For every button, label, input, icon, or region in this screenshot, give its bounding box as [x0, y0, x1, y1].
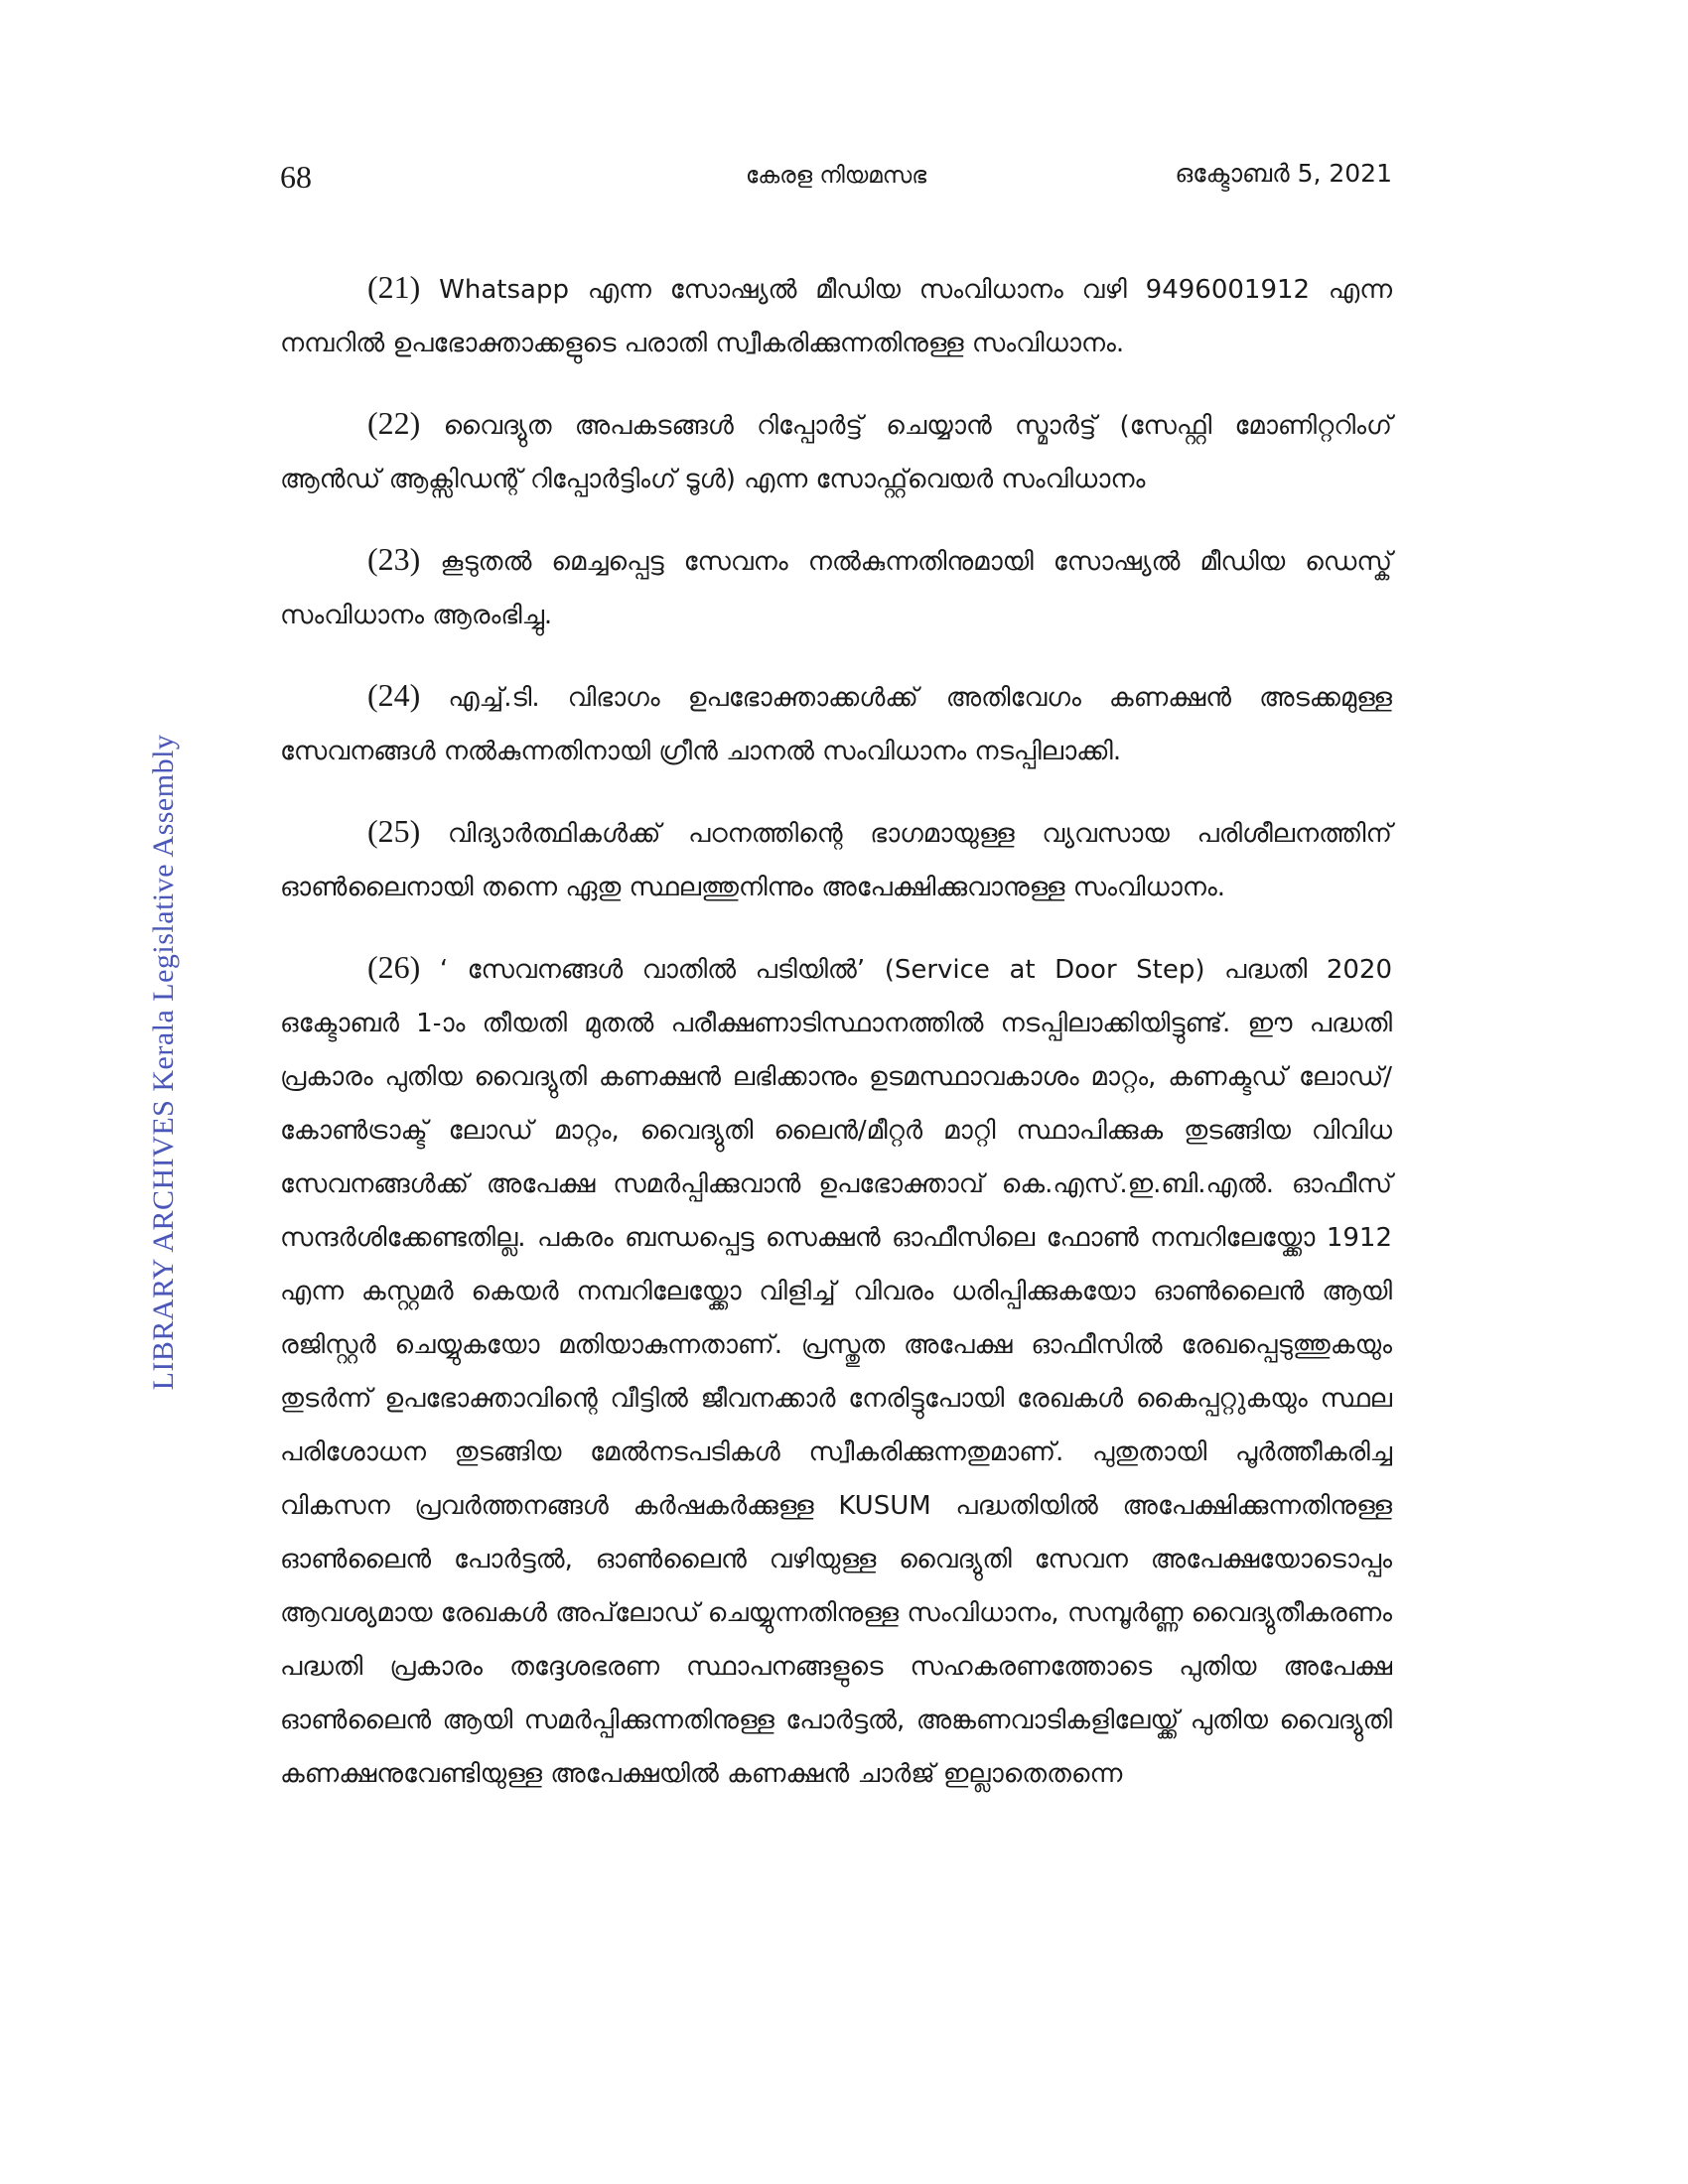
paragraph-26 — [280, 940, 1392, 1801]
document-body — [280, 260, 1392, 1827]
session-date: ഒക്ടോബർ 5, 2021 — [1175, 159, 1392, 188]
paragraph-number: (23) — [367, 541, 421, 577]
page-number: 68 — [280, 159, 312, 195]
assembly-title: കേരള നിയമസഭ — [745, 163, 927, 189]
paragraph-number: (24) — [367, 677, 421, 713]
paragraph-23 — [280, 532, 1392, 642]
paragraph-text: ‘ സേവനങ്ങൾ വാതിൽ പടിയിൽ’ (Service at Door Step) പദ്ധതി 2020 ഒക്ടോബർ 1-ാം തീയതി മുതൽ പരീക്ഷണാടിസ്ഥാനത്തിൽ നടപ്പിലാക്കിയിട്ടുണ്ട്. ഈ പദ്ധതി പ്രകാരം പുതിയ വൈദ്യുതി കണക്ഷൻ ലഭിക്കാനും ഉടമസ്ഥാവകാശം മാറ്റം, കണക്ടഡ് ലോഡ്/കോൺട്രാക്ട് ലോഡ് മാറ്റം, വൈദ്യുതി ലൈൻ/മീറ്റർ മാറ്റി സ്ഥാപിക്കുക തുടങ്ങിയ വിവിധ സേവനങ്ങൾക്ക് അപേക്ഷ സമർപ്പിക്കുവാൻ ഉപഭോക്താവ് കെ.എസ്.ഇ.ബി.എൽ. ഓഫീസ് സന്ദർശിക്കേണ്ടതില്ല. പകരം ബന്ധപ്പെട്ട സെക്ഷൻ ഓഫീസിലെ ഫോൺ നമ്പറിലേയ്ക്കോ 1912 എന്ന കസ്റ്റമർ കെയർ നമ്പറിലേയ്ക്കോ വിളിച്ച് വിവരം ധരിപ്പിക്കുകയോ ഓൺലൈൻ ആയി രജിസ്റ്റർ ചെയ്യുകയോ മതിയാകുന്നതാണ്. പ്രസ്തുത അപേക്ഷ ഓഫീസിൽ രേഖപ്പെടുത്തുകയും തുടർന്ന് ഉപഭോക്താവിന്റെ വീട്ടിൽ ജീവനക്കാർ നേരിട്ടുപോയി രേഖകൾ കൈപ്പറ്റുകയും സ്ഥല പരിശോധന തുടങ്ങിയ മേൽനടപടികൾ സ്വീകരിക്കുന്നതുമാണ്. പുതുതായി പൂർത്തീകരിച്ച വികസന പ്രവർത്തനങ്ങൾ കർഷകർക്കുള്ള KUSUM പദ്ധതിയിൽ അപേക്ഷിക്കുന്നതിനുള്ള ഓൺലൈൻ പോർട്ടൽ, ഓൺലൈൻ വഴിയുള്ള വൈദ്യുതി സേവന അപേക്ഷയോടൊപ്പം ആവശ്യമായ രേഖകൾ അപ്‌ലോഡ് ചെയ്യുന്നതിനുള്ള സംവിധാനം, സമ്പൂർണ്ണ വൈദ്യുതീകരണം പദ്ധതി പ്രകാരം തദ്ദേശഭരണ സ്ഥാപനങ്ങളുടെ സഹകരണത്തോടെ പുതിയ അപേക്ഷ ഓൺലൈൻ ആയി സമർപ്പിക്കുന്നതിനുള്ള പോർട്ടൽ, അങ്കണവാടികളിലേയ്ക്ക് പുതിയ വൈദ്യുതി കണക്ഷനുവേണ്ടിയുള്ള അപേക്ഷയിൽ കണക്ഷൻ ചാർജ് ഇല്ലാതെതന്നെ — [280, 955, 1393, 1789]
page-header — [280, 159, 1392, 208]
paragraph-number: (22) — [367, 405, 421, 441]
paragraph-text: Whatsapp എന്ന സോഷ്യൽ മീഡിയ സംവിധാനം വഴി 9496001912 എന്ന നമ്പറിൽ ഉപഭോക്താക്കളുടെ പരാതി സ്വീകരിക്കുന്നതിനുള്ള സംവിധാനം. — [280, 275, 1392, 358]
paragraph-text: വൈദ്യുത അപകടങ്ങൾ റിപ്പോർട്ട് ചെയ്യാൻ സ്മാർട്ട് (സേഫ്റ്റി മോണിറ്ററിംഗ് ആൻഡ് ആക്സിഡന്റ് റിപ്പോർട്ടിംഗ് ടൂൾ) എന്ന സോഫ്റ്റ്‌വെയർ സംവിധാനം — [280, 411, 1392, 494]
paragraph-number: (26) — [367, 949, 421, 985]
paragraph-25 — [280, 804, 1392, 914]
paragraph-24 — [280, 668, 1392, 778]
paragraph-number: (21) — [367, 269, 421, 305]
paragraph-22 — [280, 396, 1392, 506]
archive-watermark: LIBRARY ARCHIVES Kerala Legislative Assembly — [147, 734, 180, 1391]
paragraph-text: കൂടുതൽ മെച്ചപ്പെട്ട സേവനം നൽകുന്നതിനുമായി സോഷ്യൽ മീഡിയ ഡെസ്ക് സംവിധാനം ആരംഭിച്ചു. — [280, 547, 1392, 630]
paragraph-text: എച്ച്.ടി. വിഭാഗം ഉപഭോക്താക്കൾക്ക് അതിവേഗം കണക്ഷൻ അടക്കമുള്ള സേവനങ്ങൾ നൽകുന്നതിനായി ഗ്രീൻ ചാനൽ സംവിധാനം നടപ്പിലാക്കി. — [280, 683, 1392, 766]
paragraph-number: (25) — [367, 813, 421, 849]
paragraph-21 — [280, 260, 1392, 370]
paragraph-text: വിദ്യാർത്ഥികൾക്ക് പഠനത്തിന്റെ ഭാഗമായുള്ള വ്യവസായ പരിശീലനത്തിന് ഓൺലൈനായി തന്നെ ഏതു സ്ഥലത്തുനിന്നും അപേക്ഷിക്കുവാനുള്ള സംവിധാനം. — [280, 819, 1393, 902]
